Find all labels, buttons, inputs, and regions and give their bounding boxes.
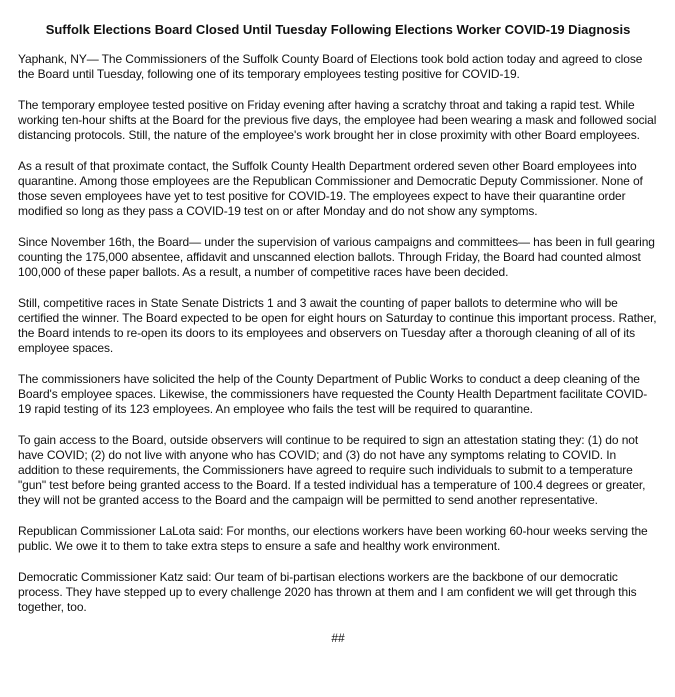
paragraph-ballot-count: Since November 16th, the Board— under the supervision of various campaigns and committees— has been in full gearing counting the 175,000 absentee, affidavit and unscanned election ballots. Through Friday, the Board had counted almost 100,000 of these paper ballots. As a result, a number of competitive races have been decided. (18, 235, 655, 279)
press-release (18, 22, 658, 646)
end-mark: ## (331, 631, 345, 645)
paragraph-observer-access: To gain access to the Board, outside observers will continue to be required to sign an attestation stating they: (1) do not have COVID; (2) do not live with anyone who has COVID; and (3) do not have any symptoms relating to COVID. In addition to these requirements, the Commissioners have agreed to require such individuals to submit to a temperature "gun" test before being granted access to the Board. If a tested individual has a temperature of 100.4 degrees or greater, they will not be granted access to the Board and the campaign will be permitted to send another representative. (18, 433, 646, 507)
paragraph-cleaning: The commissioners have solicited the help of the County Department of Public Works to conduct a deep cleaning of the Board's employee spaces. Likewise, the commissioners have requested the County Health Department facilitate COVID-19 rapid testing of its 123 employees. An employee who fails the test will be required to quarantine. (18, 372, 648, 416)
paragraph-lalota-quote: Republican Commissioner LaLota said: For months, our elections workers have been working 60-hour weeks serving the public. We owe it to them to take extra steps to ensure a safe and healthy work environment. (18, 524, 648, 553)
paragraph-senate-races: Still, competitive races in State Senate Districts 1 and 3 await the counting of paper ballots to determine who will be certified the winner. The Board expected to be open for eight hours on Saturday to continue this important process. Rather, the Board intends to re-open its doors to its employees and observers on Tuesday after a thorough cleaning of all of its employee spaces. (18, 296, 657, 355)
headline: Suffolk Elections Board Closed Until Tuesday Following Elections Worker COVID-19 Diagnosis (45, 22, 631, 37)
paragraph-dateline: Yaphank, NY— The Commissioners of the Suffolk County Board of Elections took bold action today and agreed to close the Board until Tuesday, following one of its temporary employees testing positive for COVID-19. (18, 52, 643, 81)
paragraph-katz-quote: Democratic Commissioner Katz said: Our team of bi-partisan elections workers are the backbone of our democratic process. They have stepped up to every challenge 2020 has thrown at them and I am confident we will get through this together, too. (18, 570, 637, 614)
paragraph-quarantine: As a result of that proximate contact, the Suffolk County Health Department ordered seven other Board employees into quarantine. Among those employees are the Republican Commissioner and Democratic Deputy Commissioner. None of those seven employees have yet to test positive for COVID-19. The employees expect to have their quarantine order modified so long as they pass a COVID-19 test on or after Monday and do not show any symptoms. (18, 159, 643, 218)
paragraph-employee-test: The temporary employee tested positive on Friday evening after having a scratchy throat and taking a rapid test. While working ten-hour shifts at the Board for the previous five days, the employee had been wearing a mask and followed social distancing protocols. Still, the nature of the employee's work brought her in close proximity with other Board employees. (18, 98, 657, 142)
